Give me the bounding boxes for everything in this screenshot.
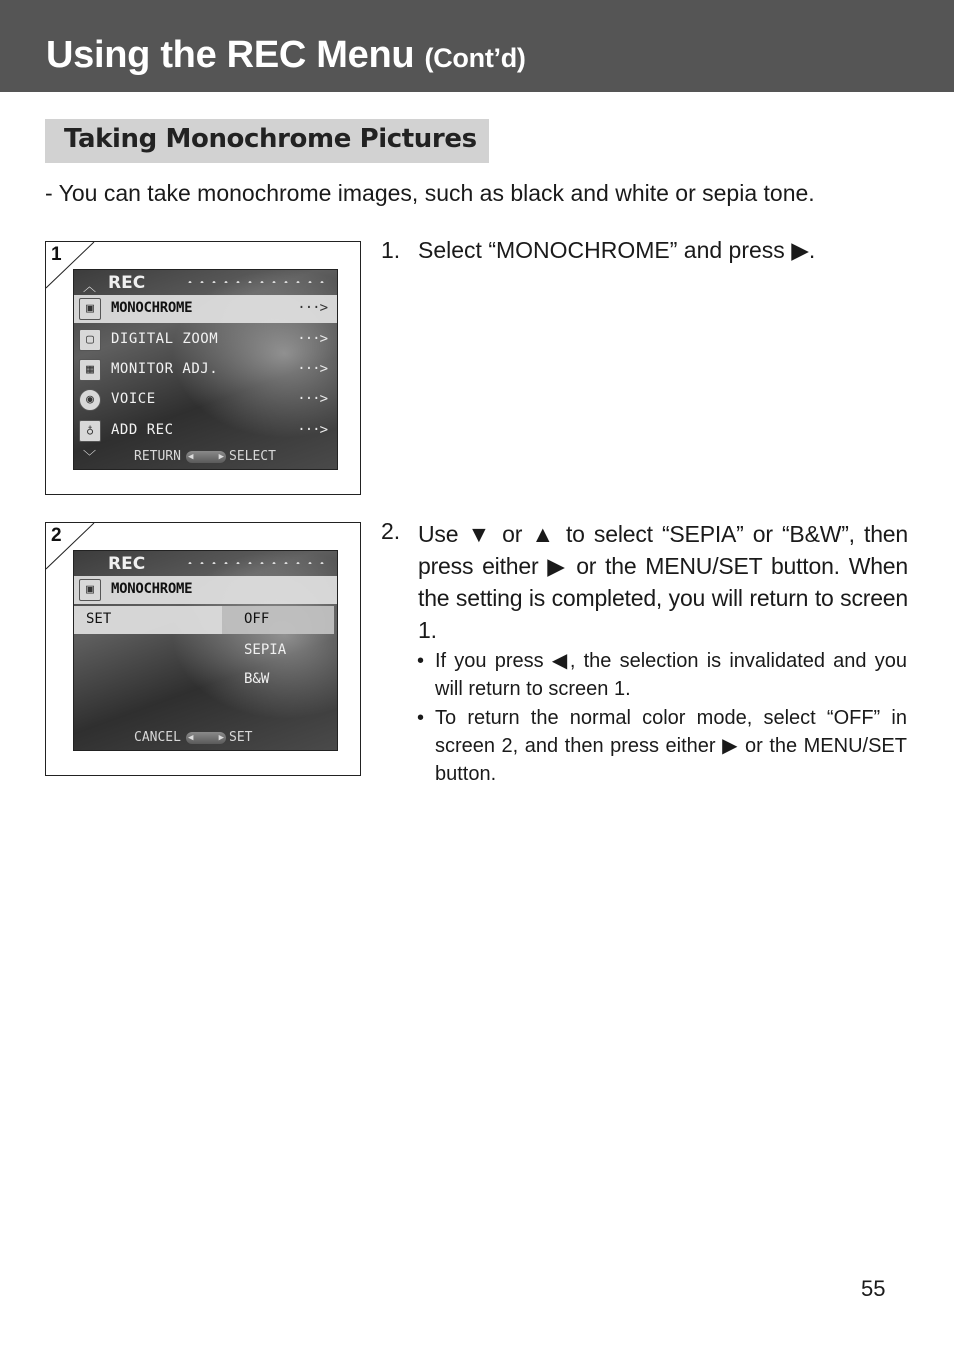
screen-footer — [74, 448, 337, 468]
option-off — [222, 606, 334, 634]
portrait-icon: ▣ — [79, 298, 101, 320]
scroll-down-icon: ﹀ — [83, 450, 97, 465]
menu-item-label: VOICE — [111, 391, 156, 407]
microphone-icon: ♁ — [79, 420, 101, 442]
menu-item-label: MONOCHROME — [111, 300, 193, 316]
submenu-arrow-icon: ···> — [297, 422, 327, 438]
menu-item-voice — [74, 386, 337, 414]
bullet-icon: • — [417, 707, 425, 729]
screen-footer — [74, 729, 337, 749]
page-number: 55 — [861, 1276, 886, 1301]
figure-2 — [45, 522, 361, 776]
zoom-icon: ▢ — [79, 329, 101, 351]
option-bw: B&W — [244, 671, 270, 687]
section-heading-box — [45, 119, 489, 163]
note-text: If you press ◀, the selection is invalidated and you will return to screen 1. — [435, 650, 907, 700]
footer-select-label: SELECT — [229, 449, 276, 464]
submenu-arrow-icon: ···> — [297, 300, 327, 316]
page-title-suffix: (Cont’d) — [424, 43, 526, 73]
figure-number: 2 — [51, 525, 62, 546]
option-sepia: SEPIA — [244, 642, 287, 658]
menu-item-monitor-adj — [74, 356, 337, 384]
screen-title: REC — [108, 273, 146, 293]
menu-item-monochrome — [74, 576, 337, 604]
footer-return-label: RETURN — [134, 449, 181, 464]
monitor-adjust-icon: ▦ — [79, 359, 101, 381]
left-right-control-icon: ◀ ▶ — [188, 733, 224, 743]
submenu-arrow-icon: ···> — [297, 391, 327, 407]
submenu-arrow-icon: ···> — [297, 361, 327, 377]
left-right-control-icon: ◀ ▶ — [188, 452, 224, 462]
screen-dots-divider — [184, 281, 329, 283]
section-title: Taking Monochrome Pictures — [64, 124, 477, 154]
figure-number: 1 — [51, 244, 62, 265]
menu-item-label: MONITOR ADJ. — [111, 361, 219, 377]
screen-dots-divider — [184, 562, 329, 564]
option-off-label: OFF — [244, 611, 270, 627]
camera-screen-rec-menu — [73, 269, 338, 470]
footer-cancel-label: CANCEL — [134, 730, 181, 745]
step-text: Use ▼ or ▲ to select “SEPIA” or “B&W”, then press either ▶ or the MENU/SET button. When the setting is completed, you will return to screen 1. — [418, 521, 908, 643]
menu-item-label: DIGITAL ZOOM — [111, 331, 219, 347]
menu-item-monochrome — [74, 295, 337, 323]
footer-set-label: SET — [229, 730, 253, 745]
submenu-arrow-icon: ···> — [297, 331, 327, 347]
step-text: Select “MONOCHROME” and press ▶. — [418, 237, 816, 263]
portrait-icon: ▣ — [79, 579, 101, 601]
menu-item-add-rec — [74, 417, 337, 445]
note-text: To return the normal color mode, select “OFF” in screen 2, and then press either ▶ or the MENU/SET button. — [435, 707, 907, 785]
step-number: 2. — [381, 518, 401, 544]
menu-item-digital-zoom — [74, 326, 337, 354]
page-title-main: Using the REC Menu — [46, 34, 415, 76]
page-title — [46, 34, 526, 77]
scroll-up-icon: ︿ — [83, 280, 97, 295]
set-row — [74, 606, 222, 634]
bullet-icon: • — [417, 650, 425, 672]
voice-icon: ◉ — [79, 389, 101, 411]
menu-item-label: ADD REC — [111, 422, 174, 438]
menu-item-label: MONOCHROME — [111, 581, 193, 597]
set-label: SET — [86, 611, 112, 627]
screen-title: REC — [108, 554, 146, 574]
step-number: 1. — [381, 237, 401, 263]
intro-text: - You can take monochrome images, such as black and white or sepia tone. — [45, 180, 815, 206]
figure-1 — [45, 241, 361, 495]
page-header — [0, 0, 954, 92]
camera-screen-monochrome-set — [73, 550, 338, 751]
